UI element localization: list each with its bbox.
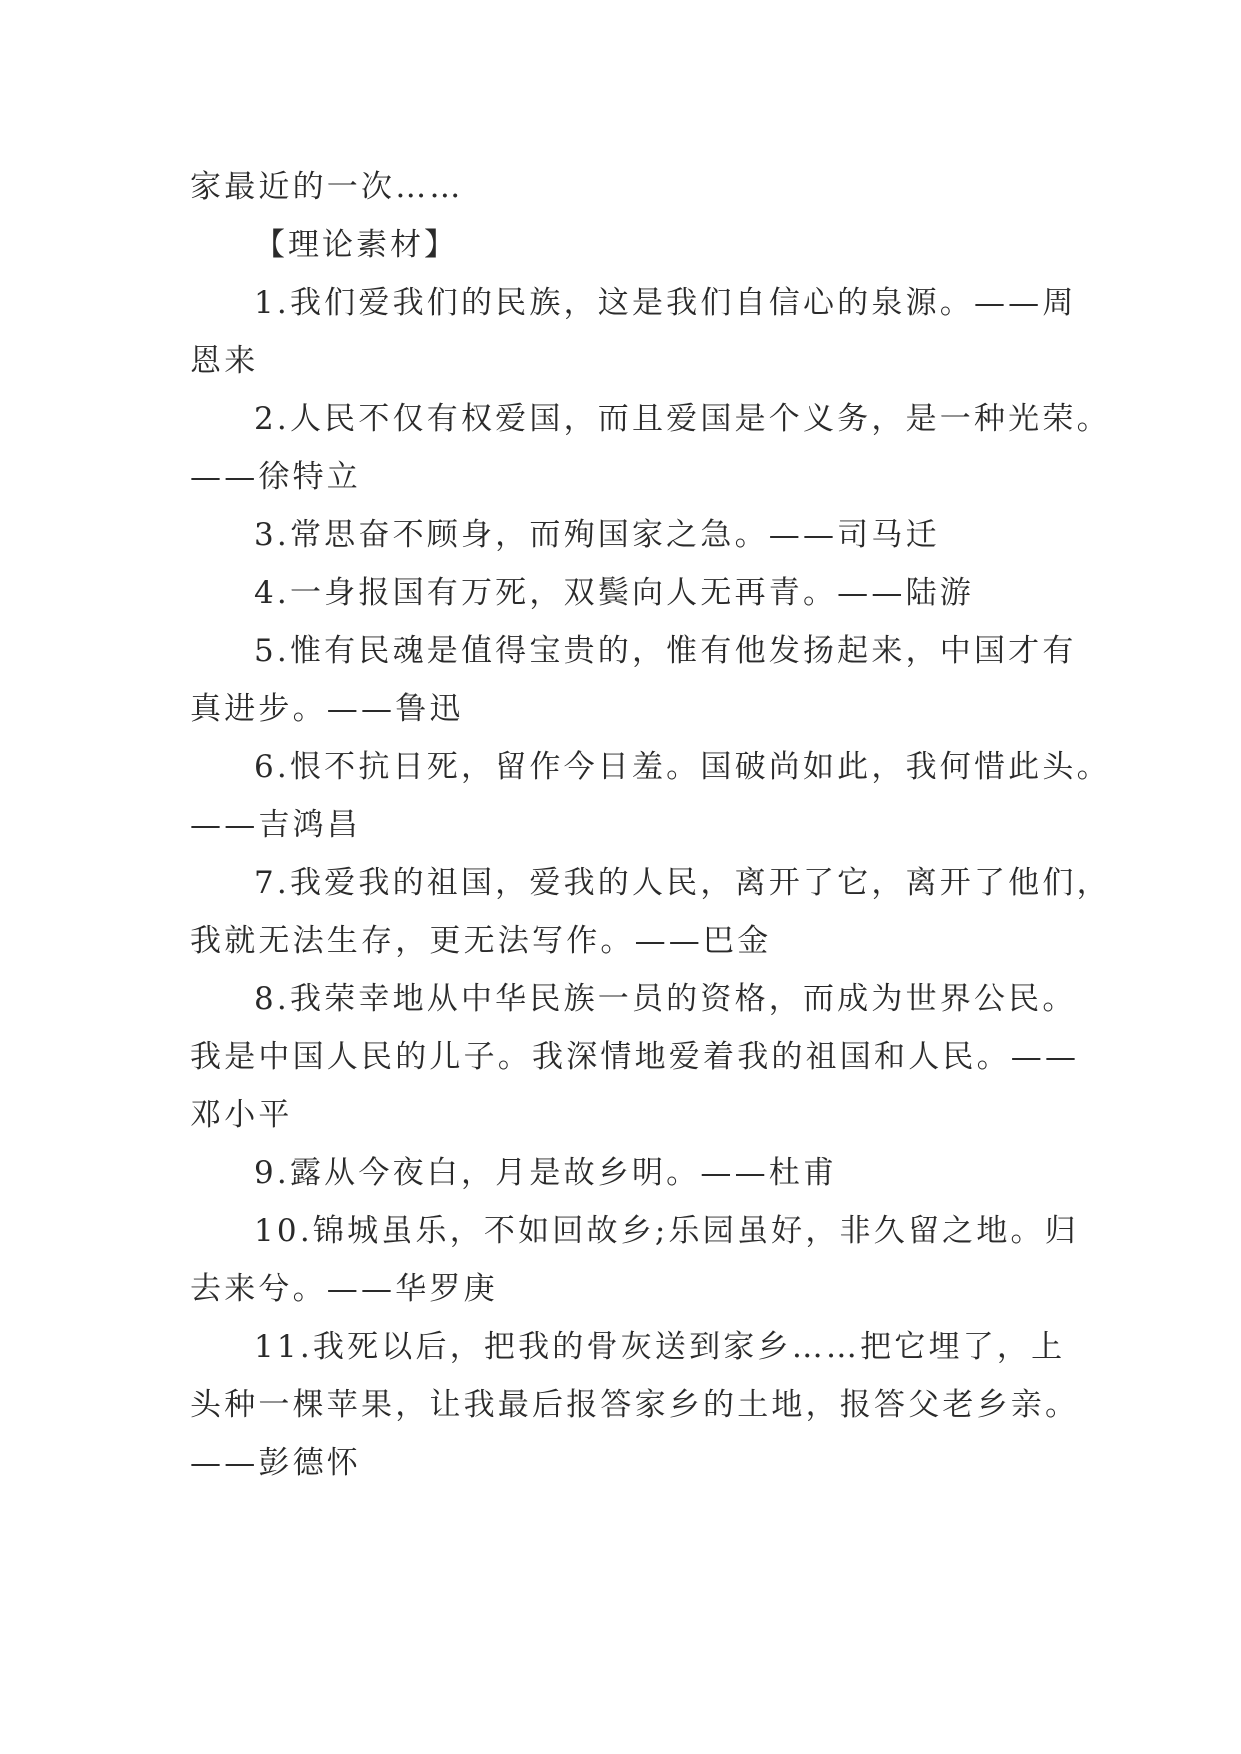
quote-item — [190, 564, 1052, 622]
quote-first-line: 2.人民不仅有权爱国，而且爱国是个义务，是一种光荣。 — [254, 401, 1111, 437]
quote-continuation-line: 我是中国人民的儿子。我深情地爱着我的祖国和人民。—— — [190, 1039, 1080, 1075]
quote-first-line: 3.常思奋不顾身，而殉国家之急。——司马迁 — [254, 517, 940, 553]
quote-continuation-line: 去来兮。——华罗庚 — [190, 1271, 498, 1307]
quote-item — [190, 1202, 1079, 1318]
quote-continuation-line: 头种一棵苹果，让我最后报答家乡的土地，报答父老乡亲。 — [190, 1387, 1080, 1423]
quote-item — [190, 1318, 1080, 1492]
quote-first-line: 8.我荣幸地从中华民族一员的资格，而成为世界公民。 — [254, 981, 1077, 1017]
quote-item — [190, 390, 1111, 506]
section-title: 【理论素材】 — [254, 227, 458, 263]
quote-item — [190, 854, 1111, 970]
quote-item — [190, 506, 1052, 564]
quote-first-line: 7.我爱我的祖国，爱我的人民，离开了它，离开了他们， — [254, 865, 1111, 901]
continuation-line: 家最近的一次…… — [190, 169, 464, 205]
quote-continuation-line: ——彭德怀 — [190, 1445, 361, 1481]
quote-continuation-line: 真进步。——鲁迅 — [190, 691, 464, 727]
document-body — [190, 158, 1111, 1492]
quote-first-line: 6.恨不抗日死，留作今日羞。国破尚如此，我何惜此头。 — [254, 749, 1111, 785]
quote-first-line: 9.露从今夜白，月是故乡明。——杜甫 — [254, 1155, 838, 1191]
quote-item — [190, 738, 1111, 854]
quote-continuation-line: 恩来 — [190, 343, 259, 379]
quote-continuation-line: 邓小平 — [190, 1097, 293, 1133]
quote-first-line: 4.一身报国有万死，双鬓向人无再青。——陆游 — [254, 575, 974, 611]
quote-item — [190, 274, 1077, 390]
quote-first-line: 11.我死以后，把我的骨灰送到家乡……把它埋了，上 — [254, 1329, 1066, 1365]
quote-first-line: 10.锦城虽乐，不如回故乡;乐园虽好，非久留之地。归 — [254, 1213, 1079, 1249]
quote-first-line: 5.惟有民魂是值得宝贵的，惟有他发扬起来，中国才有 — [254, 633, 1077, 669]
quote-first-line: 1.我们爱我们的民族，这是我们自信心的泉源。——周 — [254, 285, 1077, 321]
quote-item — [190, 622, 1077, 738]
quote-continuation-line: ——吉鸿昌 — [190, 807, 361, 843]
quote-continuation-line: ——徐特立 — [190, 459, 361, 495]
quote-continuation-line: 我就无法生存，更无法写作。——巴金 — [190, 923, 772, 959]
quote-item — [190, 970, 1080, 1144]
quote-item — [190, 1144, 1052, 1202]
